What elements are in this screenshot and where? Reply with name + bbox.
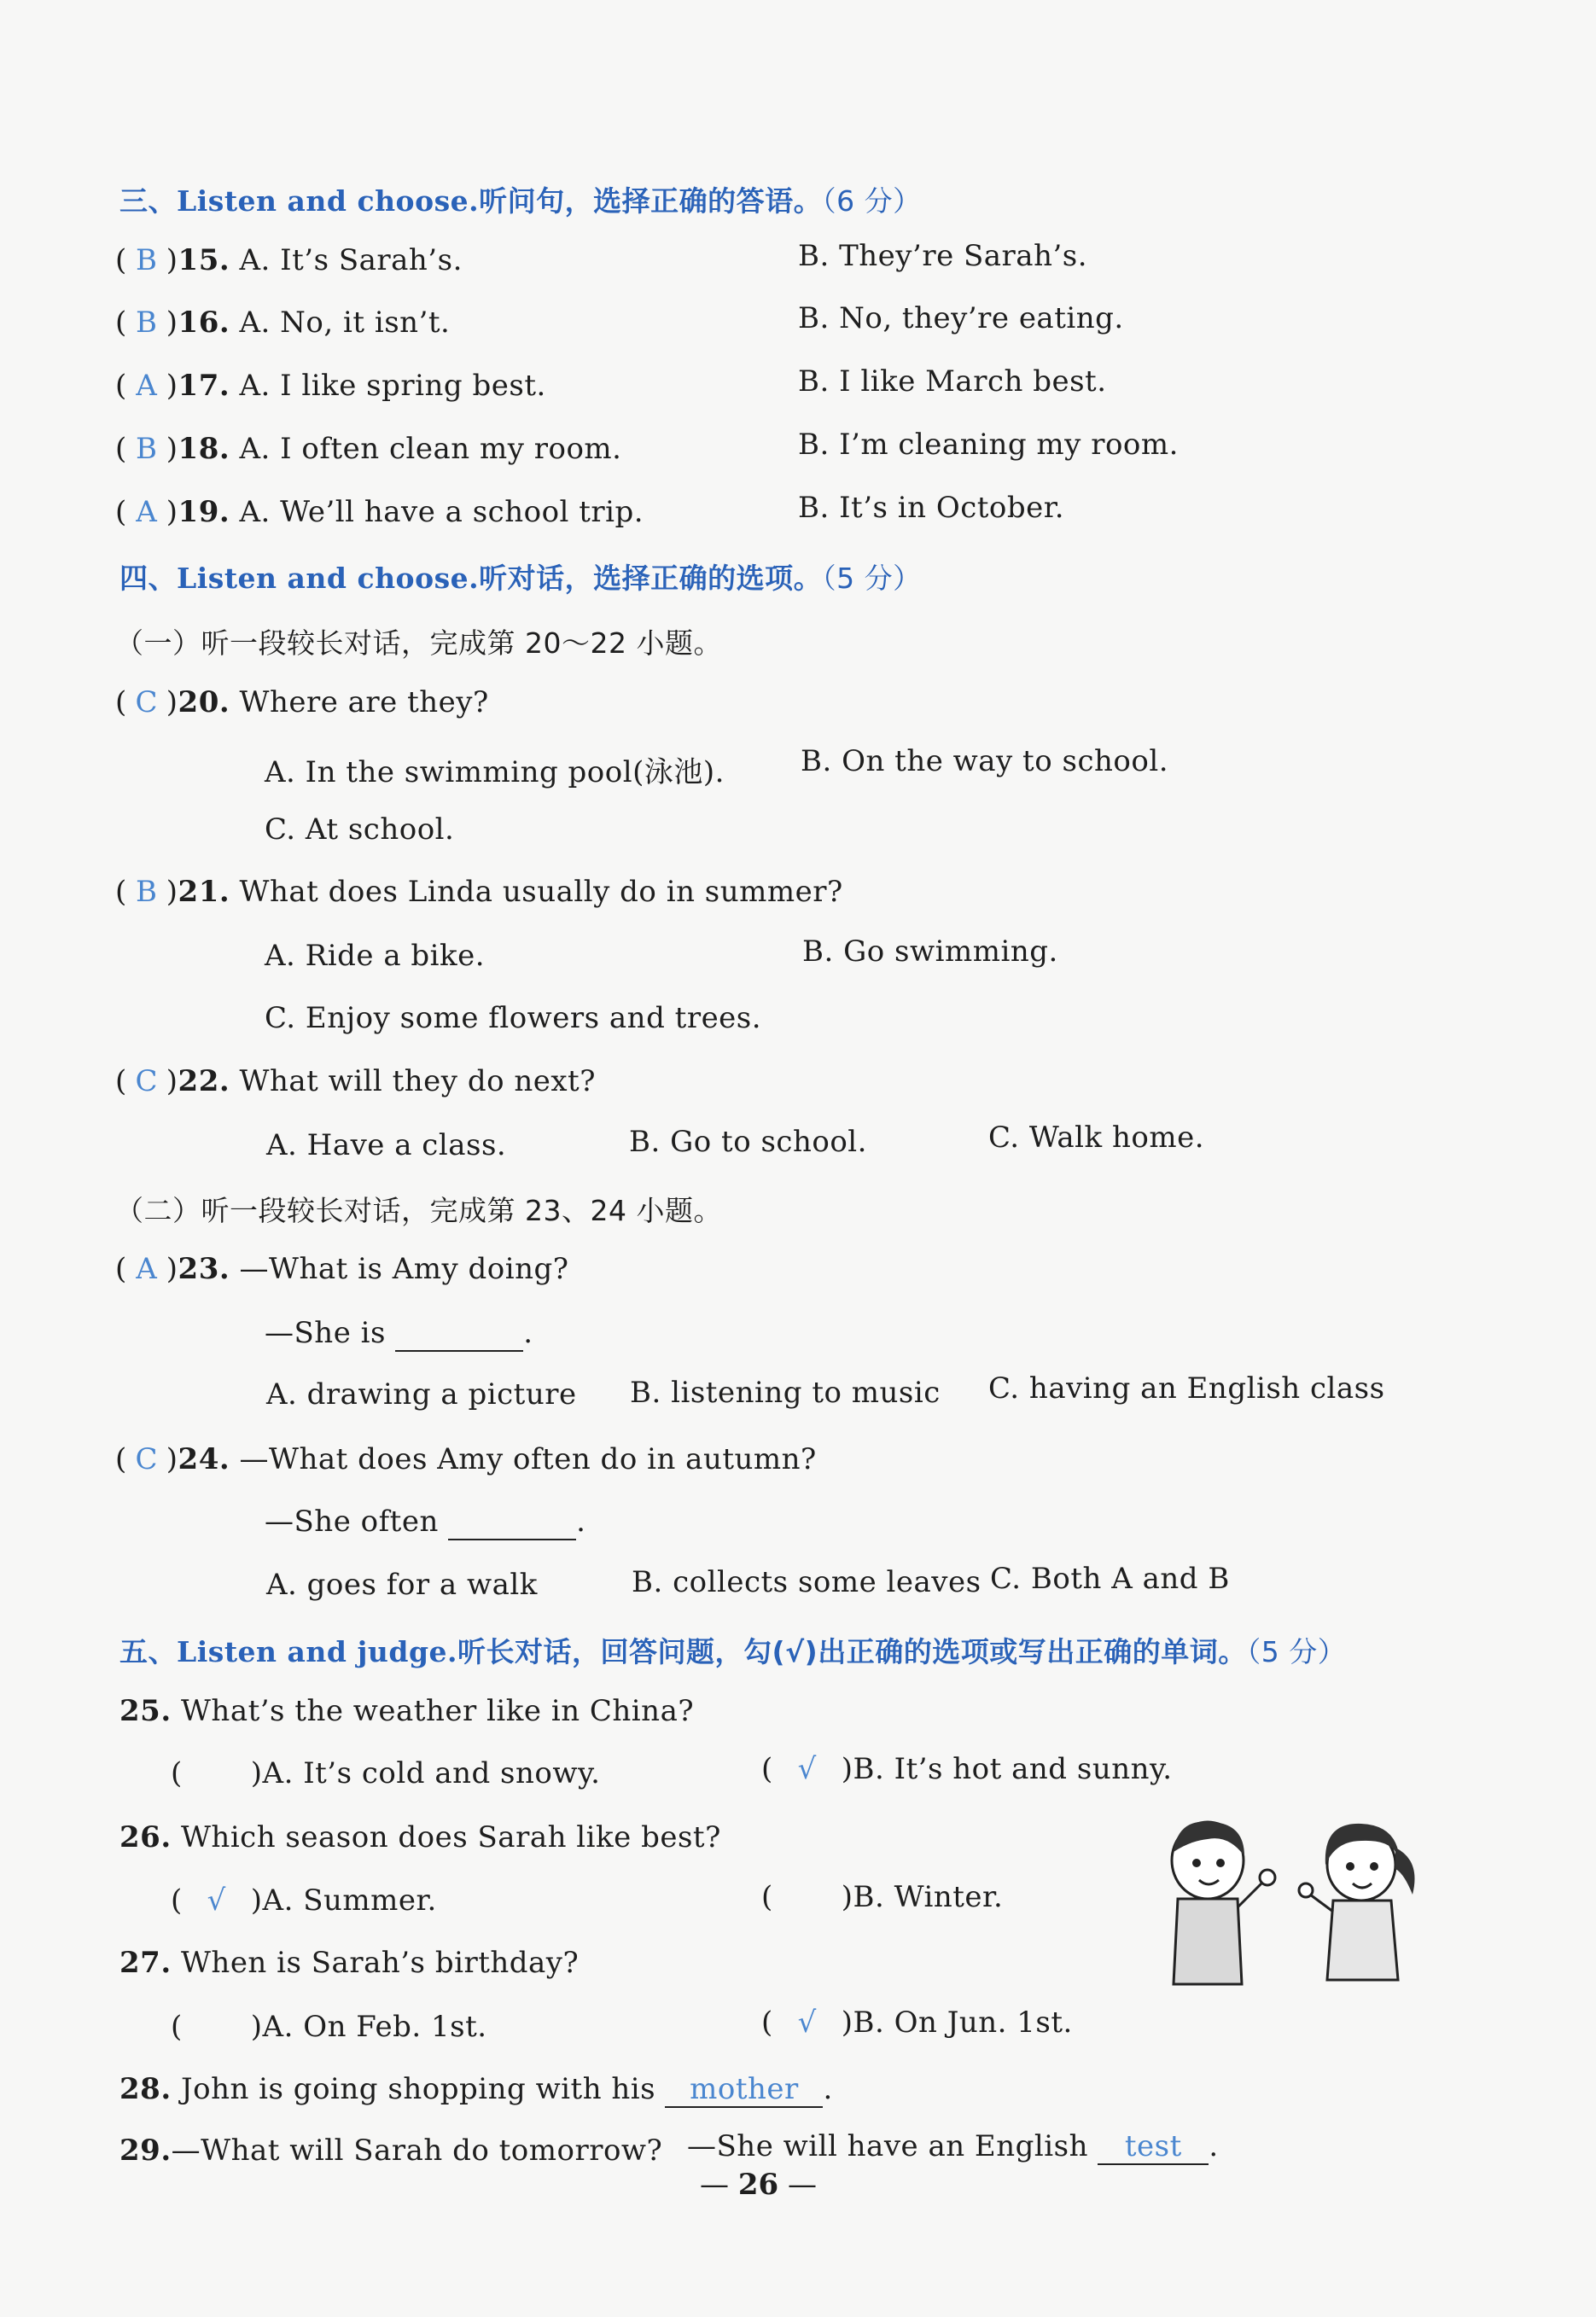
answer-19: A [136, 495, 158, 529]
open-paren: ( [115, 1442, 127, 1476]
question-15 [115, 243, 463, 277]
question-20-option-b: B. On the way to school. [801, 744, 1169, 778]
question-number: 28. [119, 2072, 172, 2106]
section-4-instruction: 听对话，选择正确的选项。 [479, 562, 823, 595]
section-5-label: 五、Listen and judge. [119, 1635, 458, 1668]
page-number-text: 26 [737, 2168, 779, 2202]
question-number: 26. [119, 1820, 172, 1854]
question-16-option-b: B. No, they’re eating. [798, 301, 1124, 335]
close-paren: ) [166, 243, 178, 277]
question-17 [115, 369, 546, 403]
question-29 [119, 2134, 662, 2168]
question-23-stem: —She is . [265, 1316, 533, 1350]
question-number: 23. [178, 1252, 230, 1286]
question-28: 28. John is going shopping with his mother . [119, 2072, 833, 2106]
question-23 [115, 1252, 569, 1286]
option-text: A. It’s cold and snowy. [262, 1756, 601, 1790]
section-3-instruction: 听问句，选择正确的答语。 [479, 184, 823, 218]
question-22 [115, 1064, 596, 1098]
question-text: What will they do next? [239, 1064, 596, 1098]
question-25-option-b: ( √ )B. It’s hot and sunny. [761, 1752, 1173, 1786]
question-27-option-b: ( √ )B. On Jun. 1st. [761, 2006, 1073, 2040]
answer-18: B [136, 432, 158, 466]
close-paren: ) [166, 306, 178, 340]
close-paren: ) [166, 875, 178, 909]
question-23-option-a: A. drawing a picture [266, 1377, 577, 1412]
page-number [700, 2168, 817, 2202]
option-text: A. Summer. [262, 1883, 437, 1918]
question-24 [115, 1442, 817, 1476]
answer-blank[interactable] [395, 1316, 523, 1352]
question-22-option-b: B. Go to school. [629, 1125, 867, 1159]
answer-blank[interactable]: test [1098, 2129, 1209, 2165]
close-paren: ) [166, 1252, 178, 1286]
section-5-header [119, 1630, 1346, 1670]
question-15-option-b: B. They’re Sarah’s. [798, 239, 1088, 273]
question-27-option-a: ( )A. On Feb. 1st. [171, 2010, 487, 2044]
section-4-header [119, 556, 922, 597]
question-24-option-b: B. collects some leaves [632, 1565, 981, 1599]
question-25-option-a: ( )A. It’s cold and snowy. [171, 1756, 601, 1790]
question-18 [115, 432, 621, 466]
question-17-option-b: B. I like March best. [798, 364, 1107, 399]
question-22-option-a: A. Have a class. [266, 1128, 507, 1162]
question-24-stem: —She often . [265, 1505, 586, 1539]
question-20 [115, 685, 489, 719]
option-a: A. We’ll have a school trip. [239, 495, 644, 529]
check-mark[interactable]: √ [207, 1883, 226, 1918]
close-paren: ) [166, 495, 178, 529]
open-paren: ( [115, 306, 127, 340]
open-paren: ( [115, 432, 127, 466]
question-19 [115, 495, 644, 529]
question-number: 22. [178, 1064, 230, 1098]
open-paren: ( [115, 369, 127, 403]
option-text: B. Winter. [853, 1880, 1004, 1914]
open-paren: ( [115, 243, 127, 277]
part-2-instruction: （二）听一段较长对话，完成第 23、24 小题。 [115, 1194, 722, 1227]
part-1-instruction: （一）听一段较长对话，完成第 20～22 小题。 [115, 626, 722, 660]
close-paren: ) [166, 1442, 178, 1476]
section-4-label: 四、Listen and choose. [119, 562, 480, 595]
answer-21: B [136, 875, 158, 909]
question-number: 20. [178, 685, 230, 719]
question-16 [115, 306, 450, 340]
close-paren: ) [166, 432, 178, 466]
question-18-option-b: B. I’m cleaning my room. [798, 428, 1179, 462]
question-text: John is going shopping with his [180, 2072, 656, 2106]
question-text: What does Linda usually do in summer? [239, 875, 843, 909]
open-paren: ( [115, 685, 127, 719]
question-text: —What is Amy doing? [239, 1252, 569, 1286]
close-paren: ) [166, 1064, 178, 1098]
close-paren: ) [166, 369, 178, 403]
answer-17: A [136, 369, 158, 403]
question-23-option-c: C. having an English class [988, 1371, 1385, 1406]
question-21-option-a: A. Ride a bike. [265, 939, 486, 973]
question-text: When is Sarah’s birthday? [180, 1946, 580, 1980]
question-26-option-a: ( √ )A. Summer. [171, 1883, 437, 1918]
question-number: 16. [178, 306, 230, 340]
section-5-instruction: 听长对话，回答问题，勾(√)出正确的选项或写出正确的单词。 [457, 1635, 1247, 1668]
open-paren: ( [115, 495, 127, 529]
check-mark[interactable]: √ [797, 1752, 817, 1786]
close-paren: ) [166, 685, 178, 719]
section-5-points: （5 分） [1246, 1635, 1347, 1668]
stem-text: —She often [265, 1505, 439, 1539]
question-number: 25. [119, 1694, 172, 1728]
question-21 [115, 875, 843, 909]
answer-stem: —She will have an English [687, 2129, 1089, 2163]
answer-23: A [136, 1252, 158, 1286]
question-number: 27. [119, 1946, 172, 1980]
question-text: —What does Amy often do in autumn? [239, 1442, 817, 1476]
question-number: 24. [178, 1442, 230, 1476]
question-27 [119, 1946, 579, 1980]
question-19-option-b: B. It’s in October. [798, 491, 1065, 525]
answer-16: B [136, 306, 158, 340]
answer-blank[interactable] [448, 1505, 576, 1540]
section-4-points: （5 分） [822, 562, 922, 595]
option-text: A. On Feb. 1st. [262, 2010, 487, 2044]
open-paren: ( [115, 1064, 127, 1098]
question-text: —What will Sarah do tomorrow? [171, 2134, 663, 2168]
question-number: 15. [178, 243, 230, 277]
question-number: 17. [178, 369, 230, 403]
section-3-points: （6 分） [822, 184, 922, 218]
question-26 [119, 1820, 721, 1854]
children-illustration [1144, 1813, 1434, 1997]
question-21-option-c: C. Enjoy some flowers and trees. [265, 1001, 762, 1035]
question-text: What’s the weather like in China? [180, 1694, 695, 1728]
question-21-option-b: B. Go swimming. [802, 934, 1058, 969]
dash-right: — [778, 2168, 817, 2202]
girl-figure [1299, 1824, 1415, 1980]
question-29-answer-line: —She will have an English test . [687, 2129, 1219, 2163]
question-23-option-b: B. listening to music [630, 1376, 941, 1410]
answer-blank[interactable]: mother [665, 2072, 823, 2108]
section-3-label: 三、Listen and choose. [119, 184, 480, 218]
question-25 [119, 1694, 694, 1728]
option-text: B. It’s hot and sunny. [853, 1752, 1173, 1786]
open-paren: ( [115, 1252, 127, 1286]
answer-20: C [135, 685, 159, 719]
answer-15: B [136, 243, 158, 277]
option-text: B. On Jun. 1st. [853, 2006, 1073, 2040]
open-paren: ( [115, 875, 127, 909]
question-number: 19. [178, 495, 230, 529]
option-a: A. I like spring best. [239, 369, 546, 403]
check-mark[interactable]: √ [797, 2006, 817, 2040]
answer-22: C [135, 1064, 159, 1098]
question-20-option-a: A. In the swimming pool(泳池). [265, 755, 725, 789]
question-text: Which season does Sarah like best? [180, 1820, 721, 1854]
question-number: 21. [178, 875, 230, 909]
question-text: Where are they? [239, 685, 489, 719]
stem-text: —She is [265, 1316, 386, 1350]
question-number: 18. [178, 432, 230, 466]
question-24-option-a: A. goes for a walk [266, 1568, 538, 1602]
answer-24: C [135, 1442, 159, 1476]
question-26-option-b: ( )B. Winter. [761, 1880, 1004, 1914]
option-a: A. No, it isn’t. [239, 306, 451, 340]
section-3-header [119, 179, 922, 219]
option-a: A. It’s Sarah’s. [239, 243, 463, 277]
question-20-option-c: C. At school. [265, 812, 455, 847]
dash-left: — [700, 2168, 738, 2202]
question-number: 29. [119, 2134, 172, 2168]
question-24-option-c: C. Both A and B [990, 1562, 1230, 1596]
boy-figure [1172, 1821, 1275, 1984]
option-a: A. I often clean my room. [239, 432, 622, 466]
question-22-option-c: C. Walk home. [988, 1121, 1204, 1155]
